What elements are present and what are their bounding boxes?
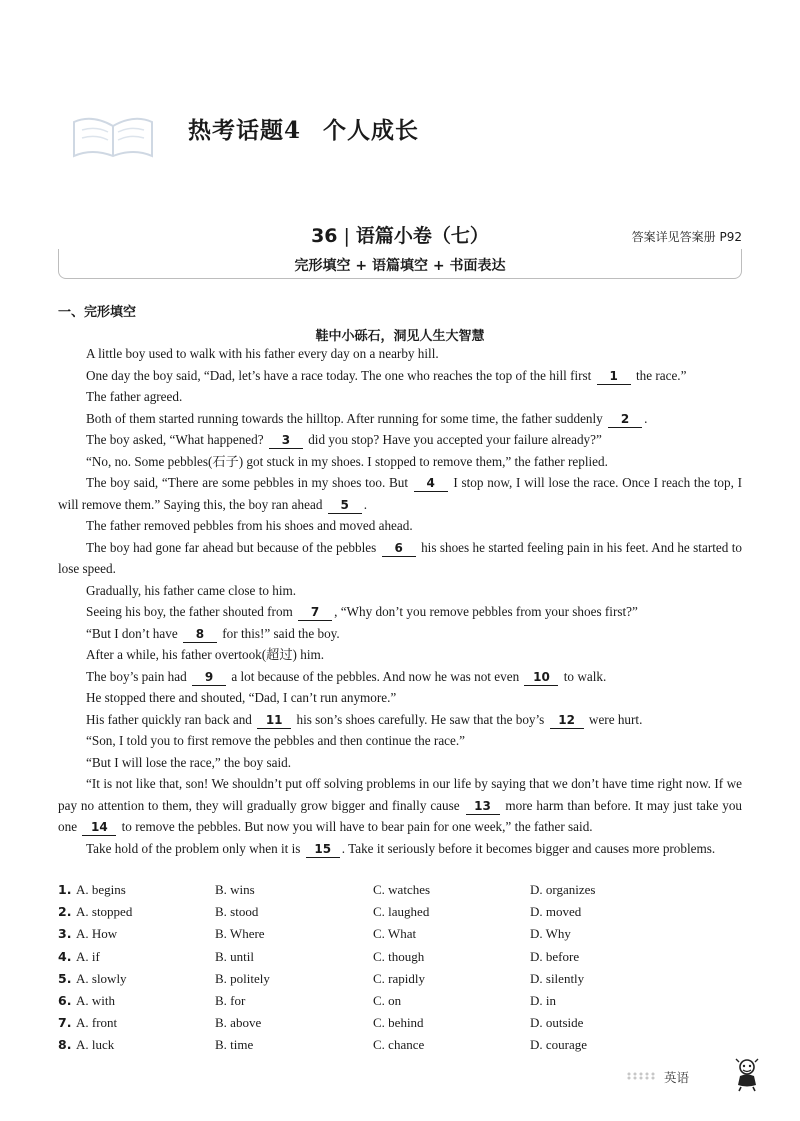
question-6-options xyxy=(58,990,742,1012)
blank-2[interactable]: 2 xyxy=(608,412,642,428)
question-number: 2. xyxy=(58,904,72,920)
option-b[interactable]: B. time xyxy=(215,1037,254,1053)
passage-paragraph xyxy=(58,709,742,731)
question-4-options xyxy=(58,946,742,968)
question-1-options xyxy=(58,879,742,901)
passage-text: “It is not like that, son! We shouldn’t put off solving problems in our life by saying that we don’t have time right now. If we pay no attention to them, they will gradually grow bigger and finally cause xyxy=(58,776,742,813)
option-d[interactable]: D. before xyxy=(530,948,580,964)
blank-4[interactable]: 4 xyxy=(414,476,448,492)
option-d[interactable]: D. moved xyxy=(530,904,582,920)
passage-text: One day the boy said, “Dad, let’s have a race today. The one who reaches the top of the hill first xyxy=(86,367,595,383)
option-c[interactable]: C. watches xyxy=(373,882,431,897)
option-c[interactable]: C. behind xyxy=(373,1015,424,1031)
option-b[interactable]: B. wins xyxy=(215,882,255,897)
passage-text: The boy’s pain had xyxy=(86,668,191,684)
option-c[interactable]: C. rapidly xyxy=(373,970,425,986)
passage-text: “But I will lose the race,” the boy said. xyxy=(86,754,292,770)
passage-text: did you stop? Have you accepted your failure already?” xyxy=(304,432,602,447)
passage-text: The boy asked, “What happened? xyxy=(86,432,267,447)
passage-text: the race.” xyxy=(632,367,687,383)
option-c[interactable]: C. What xyxy=(373,926,417,942)
option-c[interactable]: C. on xyxy=(373,992,402,1008)
answer-reference: 答案详见答案册 P92 xyxy=(631,230,742,244)
passage-paragraph xyxy=(58,386,742,408)
passage-paragraph xyxy=(58,773,742,838)
option-a[interactable]: A. stopped xyxy=(76,904,133,920)
passage-text: . xyxy=(363,496,368,512)
option-a[interactable]: A. if xyxy=(76,948,100,964)
passage-paragraph xyxy=(58,644,742,666)
blank-11[interactable]: 11 xyxy=(257,713,291,729)
passage-paragraph xyxy=(58,730,742,752)
cartoon-logo-icon xyxy=(732,1058,762,1092)
option-b[interactable]: B. Where xyxy=(215,926,265,942)
passage-text: “Son, I told you to first remove the pebbles and then continue the race.” xyxy=(86,733,466,748)
options-list xyxy=(58,879,742,1057)
question-2-options xyxy=(58,901,742,923)
passage-text: The father agreed. xyxy=(86,389,183,404)
passage-paragraph xyxy=(58,472,742,515)
option-d[interactable]: D. organizes xyxy=(530,882,596,897)
passage-text: I stop now, I will lose the race. Once I reach the top, I will remove them.” Saying this, the boy ran ahead xyxy=(58,475,742,512)
passage-paragraph xyxy=(58,623,742,645)
passage-text: “But I don’t have xyxy=(86,625,181,641)
option-c[interactable]: C. chance xyxy=(373,1037,425,1053)
option-a[interactable]: A. begins xyxy=(76,882,126,897)
option-d[interactable]: D. Why xyxy=(530,926,571,942)
passage-text: , “Why don’t you remove pebbles from your shoes first?” xyxy=(334,604,638,619)
option-d[interactable]: D. courage xyxy=(530,1037,588,1053)
topic-name: 个人成长 xyxy=(323,117,420,144)
passage-paragraph xyxy=(58,580,742,602)
option-d[interactable]: D. in xyxy=(530,992,556,1008)
passage-text: After a while, his father overtook(超过) him. xyxy=(86,647,325,662)
unit-separator: | xyxy=(343,225,350,247)
option-d[interactable]: D. outside xyxy=(530,1015,584,1031)
blank-9[interactable]: 9 xyxy=(192,670,226,686)
unit-name: 语篇小卷（七） xyxy=(355,225,489,247)
section-heading: 一、完形填空 xyxy=(58,305,137,320)
blank-12[interactable]: 12 xyxy=(550,713,584,729)
passage-title: 鞋中小砾石，洞见人生大智慧 xyxy=(315,329,485,344)
option-a[interactable]: A. with xyxy=(76,992,115,1008)
blank-10[interactable]: 10 xyxy=(524,670,558,686)
topic-title xyxy=(188,112,419,145)
passage-text: “No, no. Some pebbles(石子) got stuck in my shoes. I stopped to remove them,” the father replied. xyxy=(86,453,608,469)
passage-text: The father removed pebbles from his shoes and moved ahead. xyxy=(86,518,413,533)
footer-dots-icon xyxy=(626,1071,658,1081)
passage-text: His father quickly ran back and xyxy=(86,711,256,727)
option-b[interactable]: B. until xyxy=(215,948,255,964)
question-8-options xyxy=(58,1034,742,1056)
blank-6[interactable]: 6 xyxy=(382,541,416,557)
footer-subject: 英语 xyxy=(664,1070,690,1085)
passage-text: Gradually, his father came close to him. xyxy=(86,582,297,598)
unit-number: 36 xyxy=(311,225,338,247)
blank-5[interactable]: 5 xyxy=(328,498,362,514)
passage-body xyxy=(58,343,742,859)
passage-paragraph xyxy=(58,408,742,430)
passage-paragraph xyxy=(58,838,742,860)
passage-paragraph xyxy=(58,601,742,623)
passage-text: for this!” said the boy. xyxy=(218,625,340,641)
book-icon xyxy=(70,112,156,158)
question-7-options xyxy=(58,1012,742,1034)
option-a[interactable]: A. front xyxy=(76,1015,118,1031)
passage-text: Seeing his boy, the father shouted from xyxy=(86,604,297,619)
option-a[interactable]: A. slowly xyxy=(76,970,127,986)
question-number: 6. xyxy=(58,992,72,1008)
passage-paragraph xyxy=(58,537,742,580)
section-subtitle: 完形填空 + 语篇填空 + 书面表达 xyxy=(294,258,506,274)
blank-7[interactable]: 7 xyxy=(298,605,332,621)
option-c[interactable]: C. laughed xyxy=(373,904,430,920)
question-number: 7. xyxy=(58,1015,72,1031)
passage-paragraph xyxy=(58,343,742,365)
question-number: 4. xyxy=(58,948,72,964)
passage-paragraph xyxy=(58,687,742,709)
passage-text: The boy had gone far ahead but because of the pebbles xyxy=(86,539,380,555)
passage-text: to walk. xyxy=(560,668,607,684)
passage-paragraph xyxy=(58,451,742,473)
option-d[interactable]: D. silently xyxy=(530,970,585,986)
question-number: 1. xyxy=(58,882,72,897)
passage-text: He stopped there and shouted, “Dad, I can’t run anymore.” xyxy=(86,690,397,705)
passage-text: . xyxy=(644,410,648,426)
blank-14[interactable]: 14 xyxy=(82,820,116,836)
question-3-options xyxy=(58,923,742,945)
passage-text: a lot because of the pebbles. And now he was not even xyxy=(228,668,523,684)
blank-8[interactable]: 8 xyxy=(183,627,217,643)
question-number: 5. xyxy=(58,970,72,986)
topic-label: 热考话题4 xyxy=(188,117,302,144)
passage-text: his son’s shoes carefully. He saw that the boy’s xyxy=(293,711,548,727)
option-a[interactable]: A. luck xyxy=(76,1037,115,1053)
blank-15[interactable]: 15 xyxy=(306,842,340,858)
question-number: 8. xyxy=(58,1037,72,1053)
passage-text: Take hold of the problem only when it is xyxy=(86,840,304,856)
blank-1[interactable]: 1 xyxy=(597,369,631,385)
blank-3[interactable]: 3 xyxy=(269,433,303,449)
passage-paragraph xyxy=(58,666,742,688)
option-c[interactable]: C. though xyxy=(373,948,425,964)
passage-text: his shoes he started feeling pain in his feet. And he started to lose speed. xyxy=(58,539,742,576)
passage-paragraph xyxy=(58,515,742,537)
option-b[interactable]: B. for xyxy=(215,992,246,1008)
passage-text: more harm than before. It may just take you one xyxy=(58,797,743,834)
option-a[interactable]: A. How xyxy=(76,926,118,942)
passage-paragraph xyxy=(58,429,742,451)
passage-text: . Take it seriously before it becomes bigger and causes more problems. xyxy=(341,840,716,856)
passage-text: A little boy used to walk with his father every day on a nearby hill. xyxy=(86,346,439,361)
passage-text: Both of them started running towards the hilltop. After running for some time, the father suddenly xyxy=(86,410,607,426)
option-b[interactable]: B. politely xyxy=(215,970,270,986)
blank-13[interactable]: 13 xyxy=(466,799,500,815)
option-b[interactable]: B. stood xyxy=(215,904,259,920)
passage-text: The boy said, “There are some pebbles in my shoes too. But xyxy=(86,475,412,490)
passage-text: to remove the pebbles. But now you will have to bear pain for one week,” the father said. xyxy=(118,819,593,834)
passage-paragraph xyxy=(58,365,742,387)
question-5-options xyxy=(58,968,742,990)
option-b[interactable]: B. above xyxy=(215,1015,262,1031)
passage-text: were hurt. xyxy=(585,711,643,727)
question-number: 3. xyxy=(58,926,72,942)
passage-paragraph xyxy=(58,752,742,774)
